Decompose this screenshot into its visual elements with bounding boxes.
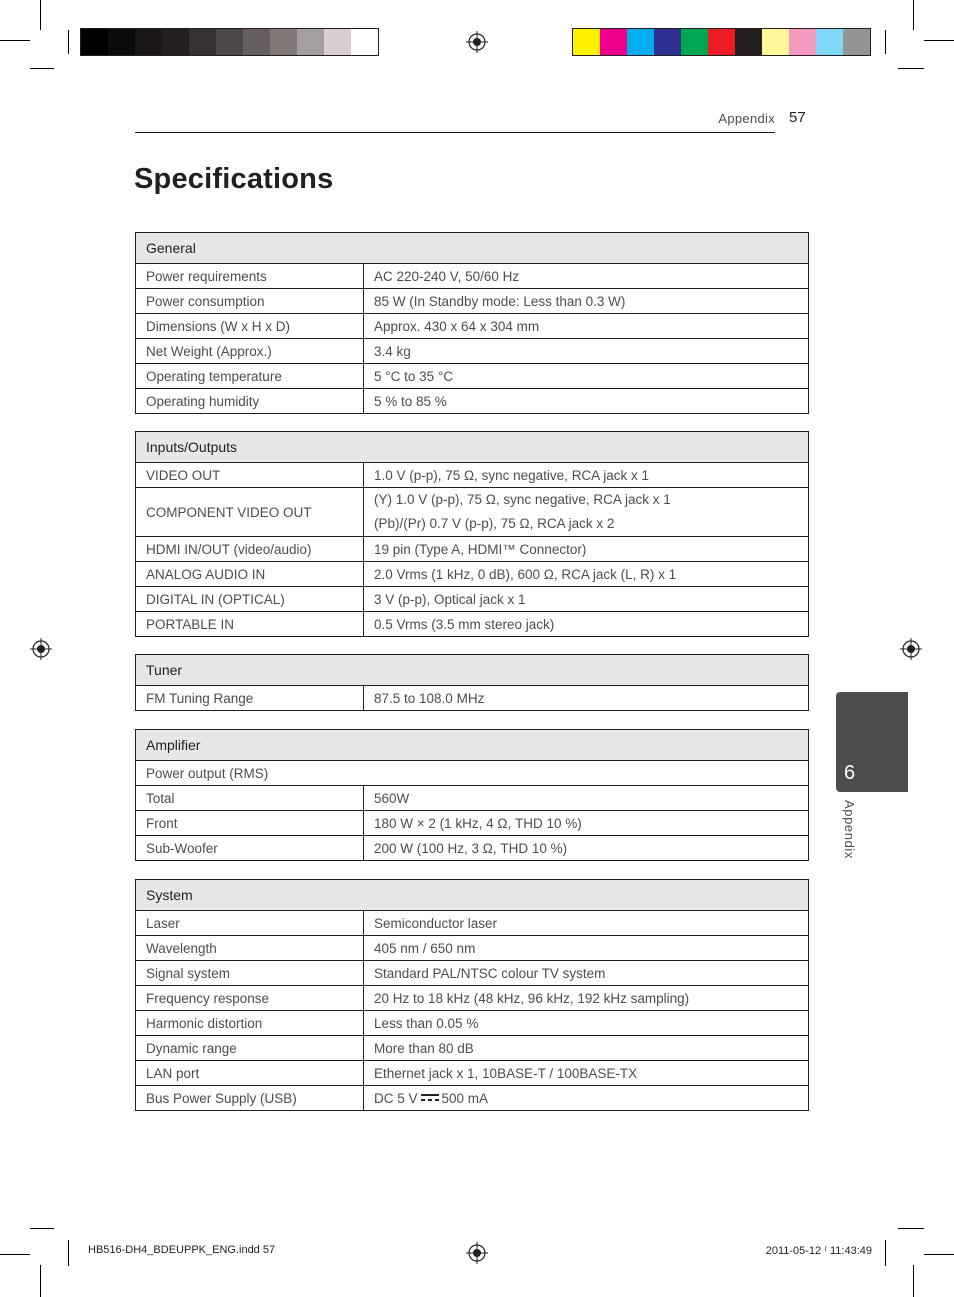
spec-label: FM Tuning Range xyxy=(136,686,364,711)
crop-mark xyxy=(68,30,69,54)
gray-color-bar xyxy=(80,28,379,56)
spec-value: 560W xyxy=(364,786,809,811)
spec-value: Semiconductor laser xyxy=(364,911,809,936)
table-row xyxy=(136,1036,809,1061)
gray-swatch xyxy=(108,29,135,55)
spec-label: Laser xyxy=(136,911,364,936)
color-swatch xyxy=(573,29,600,55)
spec-value: 3 V (p-p), Optical jack x 1 xyxy=(364,587,809,612)
section-title: Inputs/Outputs xyxy=(136,432,809,463)
spec-label: PORTABLE IN xyxy=(136,612,364,637)
table-row xyxy=(136,761,809,786)
crop-mark xyxy=(924,1254,954,1255)
spec-value: Less than 0.05 % xyxy=(364,1011,809,1036)
registration-mark-icon xyxy=(466,31,488,53)
crop-mark xyxy=(898,68,924,69)
registration-mark-icon xyxy=(900,638,922,660)
spec-label: Bus Power Supply (USB) xyxy=(136,1086,364,1111)
table-row xyxy=(136,686,809,711)
spec-label: Front xyxy=(136,811,364,836)
spec-label: ANALOG AUDIO IN xyxy=(136,562,364,587)
gray-swatch xyxy=(189,29,216,55)
gray-swatch xyxy=(270,29,297,55)
crop-mark xyxy=(913,1265,914,1297)
table-row xyxy=(136,961,809,986)
color-swatch xyxy=(708,29,735,55)
spec-label: DIGITAL IN (OPTICAL) xyxy=(136,587,364,612)
section-header-row xyxy=(136,432,809,463)
spec-label: Wavelength xyxy=(136,936,364,961)
color-swatch xyxy=(789,29,816,55)
gray-swatch xyxy=(324,29,351,55)
spec-label: Operating humidity xyxy=(136,389,364,414)
spec-label: Operating temperature xyxy=(136,364,364,389)
table-row xyxy=(136,1086,809,1111)
table-row xyxy=(136,836,809,861)
crop-mark xyxy=(898,1228,924,1229)
spec-label: Sub-Woofer xyxy=(136,836,364,861)
spec-value: DC 5 V 500 mA xyxy=(364,1086,809,1111)
color-swatch xyxy=(735,29,762,55)
gray-swatch xyxy=(216,29,243,55)
header-divider xyxy=(135,132,775,133)
spec-table-amplifier xyxy=(135,729,809,861)
spec-label: VIDEO OUT xyxy=(136,463,364,488)
spec-value: AC 220-240 V, 50/60 Hz xyxy=(364,264,809,289)
section-header-row xyxy=(136,655,809,686)
spec-value: 3.4 kg xyxy=(364,339,809,364)
section-header-row xyxy=(136,730,809,761)
table-row xyxy=(136,562,809,587)
spec-label: Dynamic range xyxy=(136,1036,364,1061)
table-row xyxy=(136,936,809,961)
spec-label: Power consumption xyxy=(136,289,364,314)
crop-mark xyxy=(885,30,886,54)
table-row xyxy=(136,612,809,637)
spec-label: COMPONENT VIDEO OUT xyxy=(136,488,364,537)
color-swatch xyxy=(600,29,627,55)
spec-label: LAN port xyxy=(136,1061,364,1086)
spec-value: 180 W × 2 (1 kHz, 4 Ω, THD 10 %) xyxy=(364,811,809,836)
spec-label: Signal system xyxy=(136,961,364,986)
registration-mark-icon xyxy=(466,1242,488,1264)
spec-value: 0.5 Vrms (3.5 mm stereo jack) xyxy=(364,612,809,637)
table-row xyxy=(136,488,809,537)
spec-value: 200 W (100 Hz, 3 Ω, THD 10 %) xyxy=(364,836,809,861)
color-swatch xyxy=(654,29,681,55)
spec-label: Net Weight (Approx.) xyxy=(136,339,364,364)
section-label: Appendix xyxy=(718,111,775,126)
footer-timestamp: 2011-05-12 ⁽ 11:43:49 xyxy=(765,1245,872,1257)
spec-label: HDMI IN/OUT (video/audio) xyxy=(136,537,364,562)
spec-label: Power output (RMS) xyxy=(136,761,809,786)
chapter-label: Appendix xyxy=(842,800,857,860)
chapter-number: 6 xyxy=(844,762,856,784)
spec-value: 85 W (In Standby mode: Less than 0.3 W) xyxy=(364,289,809,314)
color-swatch xyxy=(762,29,789,55)
gray-swatch xyxy=(81,29,108,55)
section-title: System xyxy=(136,880,809,911)
color-swatch xyxy=(627,29,654,55)
crop-mark xyxy=(0,1254,30,1255)
spec-value: 87.5 to 108.0 MHz xyxy=(364,686,809,711)
table-row xyxy=(136,537,809,562)
spec-value: Approx. 430 x 64 x 304 mm xyxy=(364,314,809,339)
gray-swatch xyxy=(351,29,378,55)
gray-swatch xyxy=(297,29,324,55)
color-swatch xyxy=(816,29,843,55)
gray-swatch xyxy=(162,29,189,55)
spec-label: Dimensions (W x H x D) xyxy=(136,314,364,339)
table-row xyxy=(136,1061,809,1086)
table-row xyxy=(136,587,809,612)
section-title: Tuner xyxy=(136,655,809,686)
spec-value: More than 80 dB xyxy=(364,1036,809,1061)
footer-filename: HB516-DH4_BDEUPPK_ENG.indd 57 xyxy=(88,1244,276,1256)
section-title: Amplifier xyxy=(136,730,809,761)
crop-mark xyxy=(30,1228,54,1229)
table-row xyxy=(136,811,809,836)
spec-value: Ethernet jack x 1, 10BASE-T / 100BASE-TX xyxy=(364,1061,809,1086)
table-row xyxy=(136,1011,809,1036)
spec-value: 19 pin (Type A, HDMI™ Connector) xyxy=(364,537,809,562)
table-row xyxy=(136,786,809,811)
crop-mark xyxy=(913,0,914,30)
section-header-row xyxy=(136,880,809,911)
crop-mark xyxy=(40,1265,41,1297)
crop-mark xyxy=(68,1240,69,1266)
section-title: General xyxy=(136,233,809,264)
dc-current-icon xyxy=(421,1093,439,1102)
gray-swatch xyxy=(243,29,270,55)
spec-table-general xyxy=(135,232,809,414)
crop-mark xyxy=(885,1240,886,1266)
table-row xyxy=(136,264,809,289)
spec-table-inputs-outputs xyxy=(135,431,809,637)
spec-label: Frequency response xyxy=(136,986,364,1011)
gray-swatch xyxy=(135,29,162,55)
crop-mark xyxy=(0,40,30,41)
spec-value: 5 % to 85 % xyxy=(364,389,809,414)
table-row xyxy=(136,289,809,314)
spec-value: 1.0 V (p-p), 75 Ω, sync negative, RCA jack x 1 xyxy=(364,463,809,488)
crop-mark xyxy=(40,0,41,30)
spec-table-system xyxy=(135,879,809,1111)
color-bar xyxy=(572,28,871,56)
color-swatch xyxy=(681,29,708,55)
table-row xyxy=(136,314,809,339)
spec-value: 5 °C to 35 °C xyxy=(364,364,809,389)
spec-value: (Y) 1.0 V (p-p), 75 Ω, sync negative, RCA jack x 1 (Pb)/(Pr) 0.7 V (p-p), 75 Ω, RCA jack x 2 xyxy=(364,488,809,537)
color-swatch xyxy=(843,29,870,55)
table-row xyxy=(136,339,809,364)
spec-label: Power requirements xyxy=(136,264,364,289)
spec-label: Harmonic distortion xyxy=(136,1011,364,1036)
spec-value: 405 nm / 650 nm xyxy=(364,936,809,961)
crop-mark xyxy=(924,40,954,41)
crop-mark xyxy=(30,68,54,69)
page-number: 57 xyxy=(789,109,806,126)
registration-mark-icon xyxy=(30,638,52,660)
spec-value: Standard PAL/NTSC colour TV system xyxy=(364,961,809,986)
page-title: Specifications xyxy=(134,163,334,195)
table-row xyxy=(136,911,809,936)
spec-table-tuner xyxy=(135,654,809,711)
table-row xyxy=(136,364,809,389)
section-header-row xyxy=(136,233,809,264)
table-row xyxy=(136,389,809,414)
table-row xyxy=(136,463,809,488)
table-row xyxy=(136,986,809,1011)
spec-value: 2.0 Vrms (1 kHz, 0 dB), 600 Ω, RCA jack (L, R) x 1 xyxy=(364,562,809,587)
spec-label: Total xyxy=(136,786,364,811)
spec-value: 20 Hz to 18 kHz (48 kHz, 96 kHz, 192 kHz sampling) xyxy=(364,986,809,1011)
